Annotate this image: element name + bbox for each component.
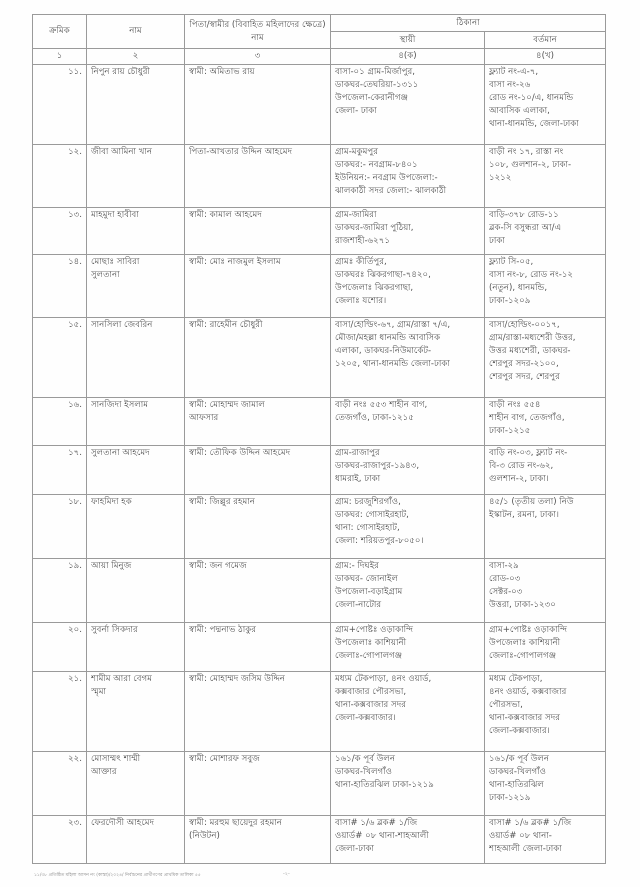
footer-note: ১১/৩৮ প্রতিষ্ঠিত মহিলা আসন নং (কাস্তা)/২০২৪/ নির্বাচনের প্রার্থীগণের প্রাথমিক তালিকা ৫৫ xyxy=(34,873,201,878)
cell-present-address-line: গ্রাম/রাস্তা-মধ্যশেরী উত্তর, xyxy=(489,333,576,343)
cell-serial: ১৯. xyxy=(33,559,87,623)
cell-present-address-line: জেলাঃ-গোপালগঞ্জ xyxy=(489,651,557,661)
cell-permanent-address-line: ধামরাই, ঢাকা xyxy=(335,474,381,484)
cell-serial: ২২. xyxy=(33,752,87,816)
cell-name xyxy=(87,255,185,318)
cell-name xyxy=(87,398,185,446)
cell-name-line: আয়া মিনুজ xyxy=(91,561,132,571)
cell-present-address-line: ১৬১/ক পূর্ব উলন xyxy=(489,754,549,764)
cell-permanent-address-line: ইউনিয়ন:- নবগ্রাম উপজেলা:- xyxy=(335,173,438,183)
cell-present-address-line: উপজেলাঃ কাশিয়ানী xyxy=(489,638,561,648)
cell-permanent-address-line: বাসা/হোল্ডিং-৬৭, গ্রাম/রাস্তা ৭/এ, xyxy=(335,320,451,330)
cell-guardian-line: স্বামী: রাহেমীন চৌধুরী xyxy=(189,320,263,330)
cell-present-address-line: ৪৫/১ (তৃতীয় তলা) নিউ xyxy=(489,497,574,507)
cell-name-line: আক্তার xyxy=(91,767,117,777)
cell-present-address-line: ঢাকা-১২১৫ xyxy=(489,426,531,436)
cell-permanent-address-line: উপজেলাঃ কাশিয়ানী xyxy=(335,638,407,648)
table-row xyxy=(33,318,606,398)
cell-guardian-line: আফসার xyxy=(189,413,219,423)
table-row xyxy=(33,559,606,623)
cell-guardian xyxy=(185,752,331,816)
cell-name-line: ফাহমিদা হক xyxy=(91,497,132,507)
table-body xyxy=(33,65,606,864)
colnum-present: ৪(খ) xyxy=(485,49,606,65)
cell-guardian-line: স্বামী: তৌফিক উদ্দিন আহমেদ xyxy=(189,448,291,458)
cell-name-line: সুলতানা আহমেদ xyxy=(91,448,150,458)
table-row xyxy=(33,208,606,255)
cell-permanent-address xyxy=(331,65,485,145)
cell-guardian xyxy=(185,255,331,318)
cell-serial: ১২. xyxy=(33,145,87,208)
cell-present-address xyxy=(485,623,606,672)
cell-permanent-address-line: জেলাঃ-গোপালগঞ্জ xyxy=(335,651,403,661)
cell-permanent-address-line: থানা: গোসাইরহাট, xyxy=(335,523,400,533)
cell-present-address-line: বাড়ী নং ১৭, রাস্তা নং xyxy=(489,147,564,157)
cell-guardian xyxy=(185,623,331,672)
cell-present-address-line: বাসা নং-২৬ xyxy=(489,80,531,90)
cell-serial: ১৭. xyxy=(33,446,87,495)
cell-present-address xyxy=(485,559,606,623)
cell-permanent-address xyxy=(331,398,485,446)
cell-present-address-line: ঢাকা-১২০৯ xyxy=(489,296,531,306)
cell-permanent-address xyxy=(331,623,485,672)
cell-present-address-line: বাড়ি-৩৭৮ রোড-১১ xyxy=(489,210,559,220)
cell-present-address-line: আবাসিক এলাকা, xyxy=(489,106,550,116)
cell-permanent-address xyxy=(331,752,485,816)
cell-permanent-address-line: উপজেলা-বড়াইগ্রাম xyxy=(335,587,403,597)
cell-present-address-line: ১২১২ xyxy=(489,173,512,183)
cell-present-address-line: উত্তর মধ্যশেরী, ডাকঘর- xyxy=(489,346,571,356)
cell-guardian-line: স্বামী: মোহাম্মদ জসিম উদ্দিন xyxy=(189,674,285,684)
cell-name xyxy=(87,623,185,672)
cell-permanent-address xyxy=(331,495,485,559)
cell-guardian xyxy=(185,145,331,208)
cell-present-address xyxy=(485,255,606,318)
cell-guardian-line: স্বামী: পদ্মনাভ ঠাকুর xyxy=(189,625,256,635)
cell-permanent-address-line: কক্সবাজার পৌরসভা, xyxy=(335,687,407,697)
cell-serial: ২০. xyxy=(33,623,87,672)
cell-serial: ১১. xyxy=(33,65,87,145)
cell-permanent-address-line: থানা-কক্সবাজার সদর xyxy=(335,700,406,710)
cell-present-address-line: বি-৩ রোড নং-৬২, xyxy=(489,461,554,471)
cell-permanent-address xyxy=(331,145,485,208)
cell-name-line: শামীম আরা বেগম xyxy=(91,674,152,684)
cell-guardian-line: স্বামী: মোশারফ সবুজ xyxy=(189,754,260,764)
table-row xyxy=(33,495,606,559)
cell-name-line: মোসাম্মৎ শাম্মী xyxy=(91,754,141,764)
cell-guardian-line: স্বামী: মরহুম ছায়েদুর রহমান xyxy=(189,818,282,828)
cell-permanent-address-line: জেলাঃ যশোর। xyxy=(335,296,387,306)
colnum-guardian: ৩ xyxy=(185,49,331,65)
cell-name xyxy=(87,145,185,208)
cell-present-address-line: সেক্টর-০৩ xyxy=(489,587,523,597)
cell-permanent-address-line: ডাকঘর: গোসাইরহাট, xyxy=(335,510,409,520)
cell-guardian xyxy=(185,318,331,398)
cell-present-address-line: ফ্ল্যাট সি-০৫, xyxy=(489,257,534,267)
cell-name-line: নিপুন রায় চৌধুরী xyxy=(91,67,150,77)
table-row xyxy=(33,446,606,495)
cell-permanent-address-line: জেলা- ঢাকা xyxy=(335,106,377,116)
cell-name xyxy=(87,208,185,255)
cell-present-address-line: রোড নং-১০/এ, ধানমন্ডি xyxy=(489,93,574,103)
cell-present-address-line: (নতুন), ধানমন্ডি, xyxy=(489,283,548,293)
cell-permanent-address-line: গ্রাম: চরজুশিরগাঁও, xyxy=(335,497,401,507)
header-name: নাম xyxy=(87,15,185,49)
cell-present-address-line: ১০৮, গুলশান-২, ঢাকা- xyxy=(489,160,572,170)
cell-present-address-line: ঢাকা-১২১৯ xyxy=(489,793,531,803)
cell-permanent-address-line: গ্রামঃ কীর্তিপুর, xyxy=(335,257,387,267)
cell-permanent-address-line: ডাকঘর-জামিরা পুঠিয়া, xyxy=(335,223,414,233)
cell-permanent-address-line: জেলা-ঢাকা xyxy=(335,844,375,854)
cell-present-address xyxy=(485,672,606,752)
table-row xyxy=(33,398,606,446)
cell-permanent-address-line: ১২০৫, থানা-ধানমন্ডি জেলা-ঢাকা xyxy=(335,359,450,369)
cell-present-address xyxy=(485,495,606,559)
cell-permanent-address-line: ডাকঘরঃ ঝিকরগাছা-৭৪২০, xyxy=(335,270,431,280)
cell-permanent-address-line: জেলা-নাটোর xyxy=(335,600,382,610)
cell-permanent-address-line: ডাকঘর:- নবগ্রাম-৮৪০১ xyxy=(335,160,418,170)
cell-permanent-address xyxy=(331,318,485,398)
colnum-name: ২ xyxy=(87,49,185,65)
cell-present-address-line: উত্তরা, ঢাকা-১২৩০ xyxy=(489,600,556,610)
cell-permanent-address-line: বাড়ী নংঃ ৫৫৩ শাহীন বাগ, xyxy=(335,400,428,410)
cell-present-address xyxy=(485,208,606,255)
cell-present-address-line: ওয়ার্ড# ০৮ থানা- xyxy=(489,831,552,841)
cell-name xyxy=(87,318,185,398)
cell-present-address-line: ইস্কাটন, রমনা, ঢাকা। xyxy=(489,510,559,520)
cell-name-line: স্মৃমা xyxy=(91,687,107,697)
cell-serial: ১৫. xyxy=(33,318,87,398)
cell-present-address-line: জেলা-কক্সবাজার। xyxy=(489,726,550,736)
cell-name xyxy=(87,816,185,864)
cell-guardian xyxy=(185,495,331,559)
cell-present-address xyxy=(485,318,606,398)
cell-present-address-line: গ্রাম+পোষ্টঃ ওড়াকান্দি xyxy=(489,625,567,635)
header-permanent: স্থায়ী xyxy=(331,32,485,49)
cell-permanent-address xyxy=(331,816,485,864)
cell-serial: ১৬. xyxy=(33,398,87,446)
cell-present-address-line: বাড়ী নংঃ ৫৫৪ xyxy=(489,400,541,410)
cell-present-address-line: থানা-হাতিরঝিল xyxy=(489,780,544,790)
table-row xyxy=(33,623,606,672)
cell-guardian-line: পিতা-আখতার উদ্দিন আহমেদ xyxy=(189,147,293,157)
cell-guardian-line: স্বামী: জিল্লুর রহমান xyxy=(189,497,255,507)
cell-permanent-address xyxy=(331,446,485,495)
cell-permanent-address-line: গ্রাম-জামিরা xyxy=(335,210,377,220)
cell-permanent-address-line: জেলা: শরিয়তপুর-৮০৫০। xyxy=(335,536,424,546)
cell-guardian xyxy=(185,672,331,752)
cell-name-line: মাহমুদা হাবীবা xyxy=(91,210,139,220)
cell-present-address-line: শাহআলী জেলা-ঢাকা xyxy=(489,844,562,854)
cell-present-address-line: বাসা# ১/৬ ব্লক# ১/জি xyxy=(489,818,572,828)
cell-present-address-line: শেরপুর সদর, শেরপুর xyxy=(489,372,560,382)
cell-permanent-address-line: ঝালকাঠী সদর জেলা:- ঝালকাঠী xyxy=(335,186,447,196)
cell-serial: ২১. xyxy=(33,672,87,752)
cell-guardian xyxy=(185,208,331,255)
cell-present-address-line: রোড-০৩ xyxy=(489,574,521,584)
cell-permanent-address-line: উপজেলাঃ ঝিকরগাছা, xyxy=(335,283,414,293)
cell-permanent-address xyxy=(331,208,485,255)
cell-name-line: ফেরদৌসী আহমেদ xyxy=(91,818,155,828)
cell-permanent-address-line: ওয়ার্ড# ০৮ থানা-শাহআলী xyxy=(335,831,429,841)
cell-permanent-address-line: ডাকঘর- জোনাইল xyxy=(335,574,398,584)
header-guardian: পিতা/স্বামীর (বিবাহিত মহিলাদের ক্ষেত্রে) নাম xyxy=(185,15,331,49)
cell-permanent-address-line: রাজশাহী-৬২৭১ xyxy=(335,236,390,246)
cell-name-line: সানসিলা জেবরিন xyxy=(91,320,153,330)
cell-present-address xyxy=(485,145,606,208)
cell-permanent-address-line: গ্রাম:- দিঘইর xyxy=(335,561,379,571)
cell-present-address-line: থানা-ধানমন্ডি, জেলা-ঢাকা xyxy=(489,119,579,129)
cell-present-address xyxy=(485,446,606,495)
cell-guardian xyxy=(185,559,331,623)
cell-guardian xyxy=(185,398,331,446)
cell-present-address-line: বাসা-২৯ xyxy=(489,561,519,571)
table-row xyxy=(33,145,606,208)
cell-permanent-address-line: বাসা# ১/৬ ব্লক# ১/জি xyxy=(335,818,418,828)
cell-permanent-address xyxy=(331,559,485,623)
cell-permanent-address-line: ডাকঘর-তেঘরিয়া-১৩১১ xyxy=(335,80,419,90)
cell-guardian-line: স্বামী: মোঃ নাজমুল ইসলাম xyxy=(189,257,281,267)
cell-present-address-line: মধ্যম টেকপাড়া, xyxy=(489,674,543,684)
table-row xyxy=(33,752,606,816)
cell-present-address-line: বাড়ি নং-০৩, ফ্ল্যাট নং- xyxy=(489,448,568,458)
cell-present-address-line: বাসা/হোল্ডিং-০০১৭, xyxy=(489,320,560,330)
candidate-table xyxy=(32,14,606,864)
cell-permanent-address-line: মধ্যম টেকপাড়া, ৪নং ওয়ার্ড, xyxy=(335,674,432,684)
table-row xyxy=(33,816,606,864)
cell-permanent-address-line: উপজেলা-কেরানীগঞ্জ xyxy=(335,93,408,103)
cell-permanent-address-line: মৌজা/মহল্লা ধানমন্ডি আবাসিক xyxy=(335,333,441,343)
cell-present-address xyxy=(485,816,606,864)
cell-guardian-line: স্বামী: অমিতাভ রায় xyxy=(189,67,255,77)
cell-name-line: সুবর্না সিকদার xyxy=(91,625,138,635)
cell-guardian-line: স্বামী: জন গমেজ xyxy=(189,561,247,571)
cell-permanent-address-line: জেলা-কক্সবাজার। xyxy=(335,713,396,723)
cell-permanent-address-line: গ্রাম-রাজাপুর xyxy=(335,448,380,458)
table-row xyxy=(33,65,606,145)
table-row xyxy=(33,255,606,318)
cell-guardian-line: (নিউটন) xyxy=(189,831,220,841)
cell-guardian xyxy=(185,65,331,145)
cell-permanent-address xyxy=(331,672,485,752)
cell-guardian-line: স্বামী: কামাল আহমেদ xyxy=(189,210,262,220)
cell-permanent-address-line: থানা-হাতিরঝিল ঢাকা-১২১৯ xyxy=(335,780,434,790)
colnum-serial: ১ xyxy=(33,49,87,65)
cell-guardian-line: স্বামী: মোহাম্মদ জামাল xyxy=(189,400,265,410)
cell-present-address xyxy=(485,752,606,816)
cell-serial: ২৩. xyxy=(33,816,87,864)
cell-present-address-line: থানা-কক্সবাজার সদর xyxy=(489,713,560,723)
cell-name xyxy=(87,495,185,559)
cell-present-address-line: ঢাকা xyxy=(489,236,505,246)
cell-present-address-line: শাহীন বাগ, তেজগাঁও, xyxy=(489,413,565,423)
cell-present-address-line: গুলশান-২, ঢাকা। xyxy=(489,474,549,484)
cell-name-line: মোছাঃ সাবিরা xyxy=(91,257,140,267)
cell-name-line: সানজিদা ইসলাম xyxy=(91,400,148,410)
cell-present-address-line: পৌরসভা, xyxy=(489,700,523,710)
header-address: ঠিকানা xyxy=(331,15,606,32)
cell-permanent-address-line: ১৬১/ক পূর্ব উলন xyxy=(335,754,395,764)
cell-permanent-address-line: গ্রাম+পোষ্টঃ ওড়াকান্দি xyxy=(335,625,413,635)
cell-name-line: সুলতানা xyxy=(91,270,120,280)
cell-guardian xyxy=(185,816,331,864)
cell-present-address xyxy=(485,65,606,145)
cell-permanent-address-line: ডাকঘর-রাজাপুর-১৯৪৩, xyxy=(335,461,420,471)
cell-present-address-line: বাসা নং-৮, রোড নং-১২ xyxy=(489,270,574,280)
cell-serial: ১৩. xyxy=(33,208,87,255)
cell-name xyxy=(87,446,185,495)
cell-serial: ১৪. xyxy=(33,255,87,318)
cell-present-address-line: ডাকঘর-খিলগাঁও xyxy=(489,767,546,777)
cell-present-address xyxy=(485,398,606,446)
cell-permanent-address xyxy=(331,255,485,318)
page-number: -২- xyxy=(283,871,290,877)
cell-name xyxy=(87,672,185,752)
header-serial: ক্রমিক xyxy=(33,15,87,49)
cell-name xyxy=(87,65,185,145)
cell-name xyxy=(87,752,185,816)
cell-name-line: জীবা আমিনা খান xyxy=(91,147,153,157)
cell-permanent-address-line: ডাকঘর-খিলগাঁও xyxy=(335,767,392,777)
cell-name xyxy=(87,559,185,623)
cell-present-address-line: ৪নং ওয়ার্ড, কক্সবাজার xyxy=(489,687,567,697)
colnum-permanent: ৪(ক) xyxy=(331,49,485,65)
cell-present-address-line: ব্লক-সি বসুন্ধরা আ/এ xyxy=(489,223,562,233)
cell-guardian xyxy=(185,446,331,495)
cell-permanent-address-line: বাসা-০১ গ্রাম-মির্জাপুর, xyxy=(335,67,415,77)
table-row xyxy=(33,672,606,752)
cell-serial: ১৮. xyxy=(33,495,87,559)
header-present: বর্তমান xyxy=(485,32,606,49)
cell-permanent-address-line: এলাকা, ডাকঘর-নিউমার্কেট- xyxy=(335,346,432,356)
cell-present-address-line: ফ্ল্যাট নং-এ-৭, xyxy=(489,67,539,77)
cell-permanent-address-line: তেজগাঁও, ঢাকা-১২১৫ xyxy=(335,413,414,423)
cell-permanent-address-line: গ্রাম-মকুমপুর xyxy=(335,147,378,157)
cell-present-address-line: শেরপুর সদর-২১০০, xyxy=(489,359,559,369)
